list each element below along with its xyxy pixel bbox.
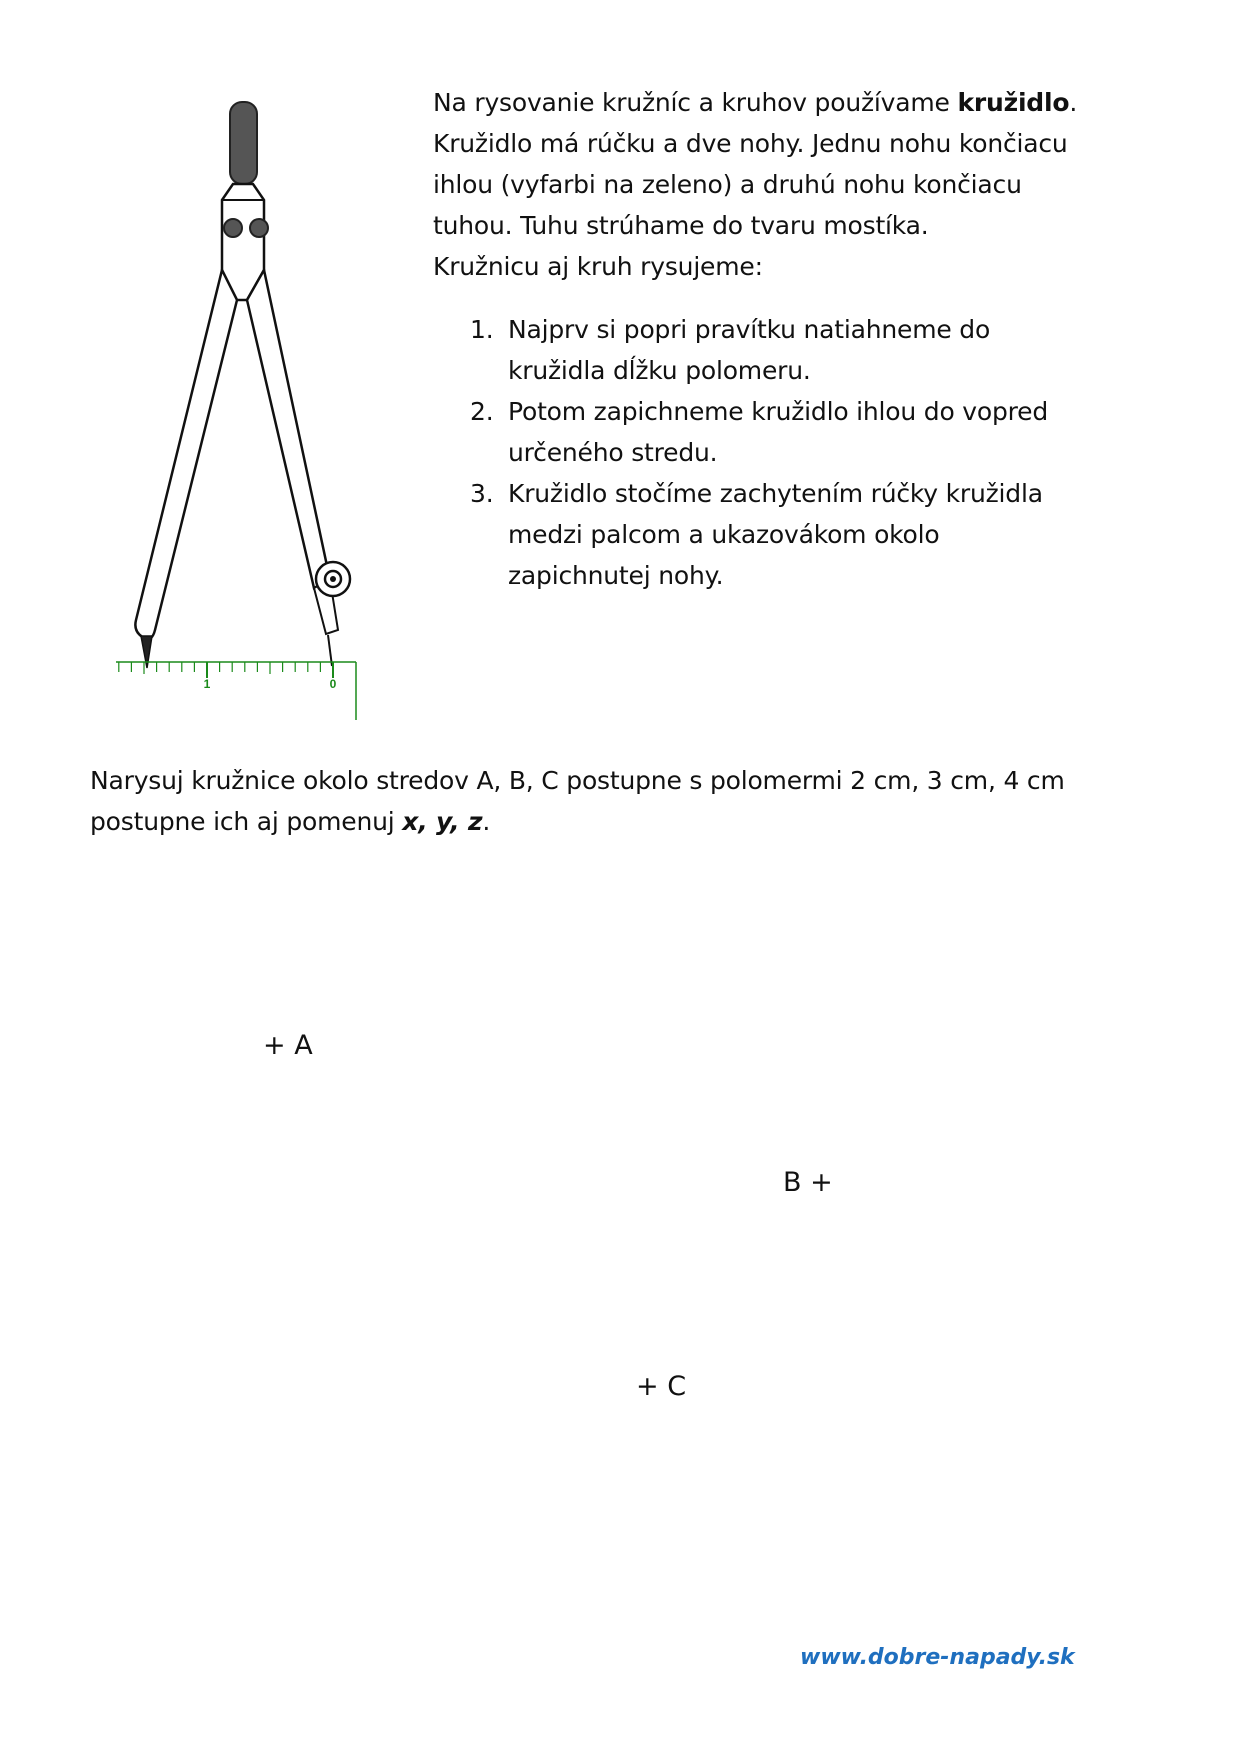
footer-url: www.dobre-napady.sk (800, 1645, 1075, 1670)
screw-icon (224, 219, 242, 237)
screw-icon (250, 219, 268, 237)
ruler (116, 662, 356, 720)
step-line: Kružidlo stočíme zachytením rúčky kružidla (508, 479, 1043, 508)
step-line: zapichnutej nohy. (508, 561, 724, 590)
intro-text (433, 82, 1077, 287)
compass-handle (230, 102, 257, 184)
intro-line-2: Kružidlo má rúčku a dve nohy. Jednu nohu končiacu (433, 129, 1068, 158)
circle-names: x, y, z (402, 807, 483, 836)
task-text (90, 760, 1065, 842)
step-line: Potom zapichneme kružidlo ihlou do vopred (508, 397, 1049, 426)
step-item (470, 473, 1048, 596)
step-number: 2. (470, 397, 494, 426)
step-line: Najprv si popri pravítku natiahneme do (508, 315, 991, 344)
step-line: kružidla dĺžku polomeru. (508, 356, 811, 385)
intro-line-1-end: . (1069, 88, 1078, 117)
compass-illustration (100, 90, 380, 720)
intro-line-1 (433, 82, 1077, 123)
task-line-2 (90, 801, 1065, 842)
ruler-label-1: 1 (203, 677, 211, 691)
center-point-c: + C (636, 1371, 687, 1402)
needle-leg (135, 270, 237, 639)
task-line-2-text: postupne ich aj pomenuj (90, 807, 403, 836)
intro-line-3: ihlou (vyfarbi na zeleno) a druhú nohu končiacu (433, 170, 1022, 199)
center-point-a: + A (263, 1030, 313, 1061)
intro-line-4: tuhou. Tuhu strúhame do tvaru mostíka. (433, 211, 929, 240)
step-number: 1. (470, 315, 494, 344)
task-line-1: Narysuj kružnice okolo stredov A, B, C postupne s polomermi 2 cm, 3 cm, 4 cm (90, 766, 1065, 795)
intro-line-5: Kružnicu aj kruh rysujeme: (433, 252, 763, 281)
step-number: 3. (470, 479, 494, 508)
intro-line-1-text: Na rysovanie kružníc a kruhov používame (433, 88, 958, 117)
step-item (470, 391, 1048, 473)
keyword-kruzidlo: kružidlo (957, 88, 1070, 117)
needle-icon (141, 636, 152, 668)
steps-list (470, 309, 1048, 596)
step-line: určeného stredu. (508, 438, 718, 467)
step-line: medzi palcom a ukazovákom okolo (508, 520, 940, 549)
pencil-leg (247, 270, 330, 588)
center-point-b: B + (783, 1167, 833, 1198)
task-line-2-end: . (482, 807, 491, 836)
ruler-label-0: 0 (329, 677, 337, 691)
step-item (470, 309, 1048, 391)
